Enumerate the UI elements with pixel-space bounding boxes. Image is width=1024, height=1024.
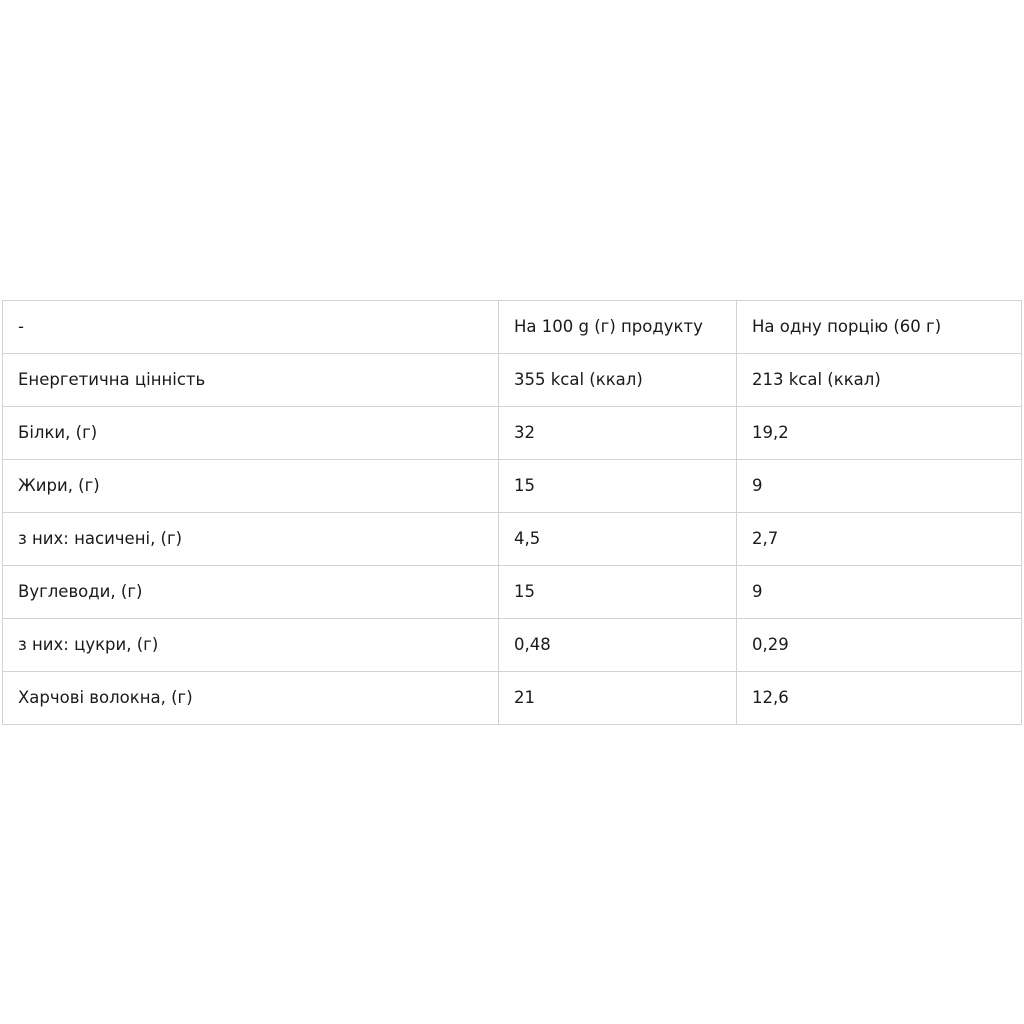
table-row xyxy=(3,566,1022,619)
table-row xyxy=(3,354,1022,407)
table-row xyxy=(3,619,1022,672)
per-100g-value: 15 xyxy=(499,566,737,619)
table-row xyxy=(3,513,1022,566)
per-100g-value: 355 kcal (ккал) xyxy=(499,354,737,407)
per-100g-value: 21 xyxy=(499,672,737,725)
per-100g-value: 32 xyxy=(499,407,737,460)
table-row xyxy=(3,460,1022,513)
nutrition-facts-table xyxy=(2,300,1022,725)
per-serving-value: 9 xyxy=(737,460,1022,513)
per-serving-value: 9 xyxy=(737,566,1022,619)
nutrient-name: з них: цукри, (г) xyxy=(3,619,499,672)
header-cell-label: - xyxy=(3,301,499,354)
per-serving-value: 19,2 xyxy=(737,407,1022,460)
per-serving-value: 213 kcal (ккал) xyxy=(737,354,1022,407)
table-row xyxy=(3,407,1022,460)
per-serving-value: 12,6 xyxy=(737,672,1022,725)
nutrient-name: Енергетична цінність xyxy=(3,354,499,407)
nutrient-name: Жири, (г) xyxy=(3,460,499,513)
nutrient-name: Харчові волокна, (г) xyxy=(3,672,499,725)
header-cell-per-100g: На 100 g (г) продукту xyxy=(499,301,737,354)
nutrient-name: Вуглеводи, (г) xyxy=(3,566,499,619)
header-cell-per-serving: На одну порцію (60 г) xyxy=(737,301,1022,354)
per-100g-value: 0,48 xyxy=(499,619,737,672)
per-100g-value: 4,5 xyxy=(499,513,737,566)
per-serving-value: 0,29 xyxy=(737,619,1022,672)
table-header-row xyxy=(3,301,1022,354)
per-serving-value: 2,7 xyxy=(737,513,1022,566)
per-100g-value: 15 xyxy=(499,460,737,513)
nutrient-name: Білки, (г) xyxy=(3,407,499,460)
table-row xyxy=(3,672,1022,725)
nutrient-name: з них: насичені, (г) xyxy=(3,513,499,566)
